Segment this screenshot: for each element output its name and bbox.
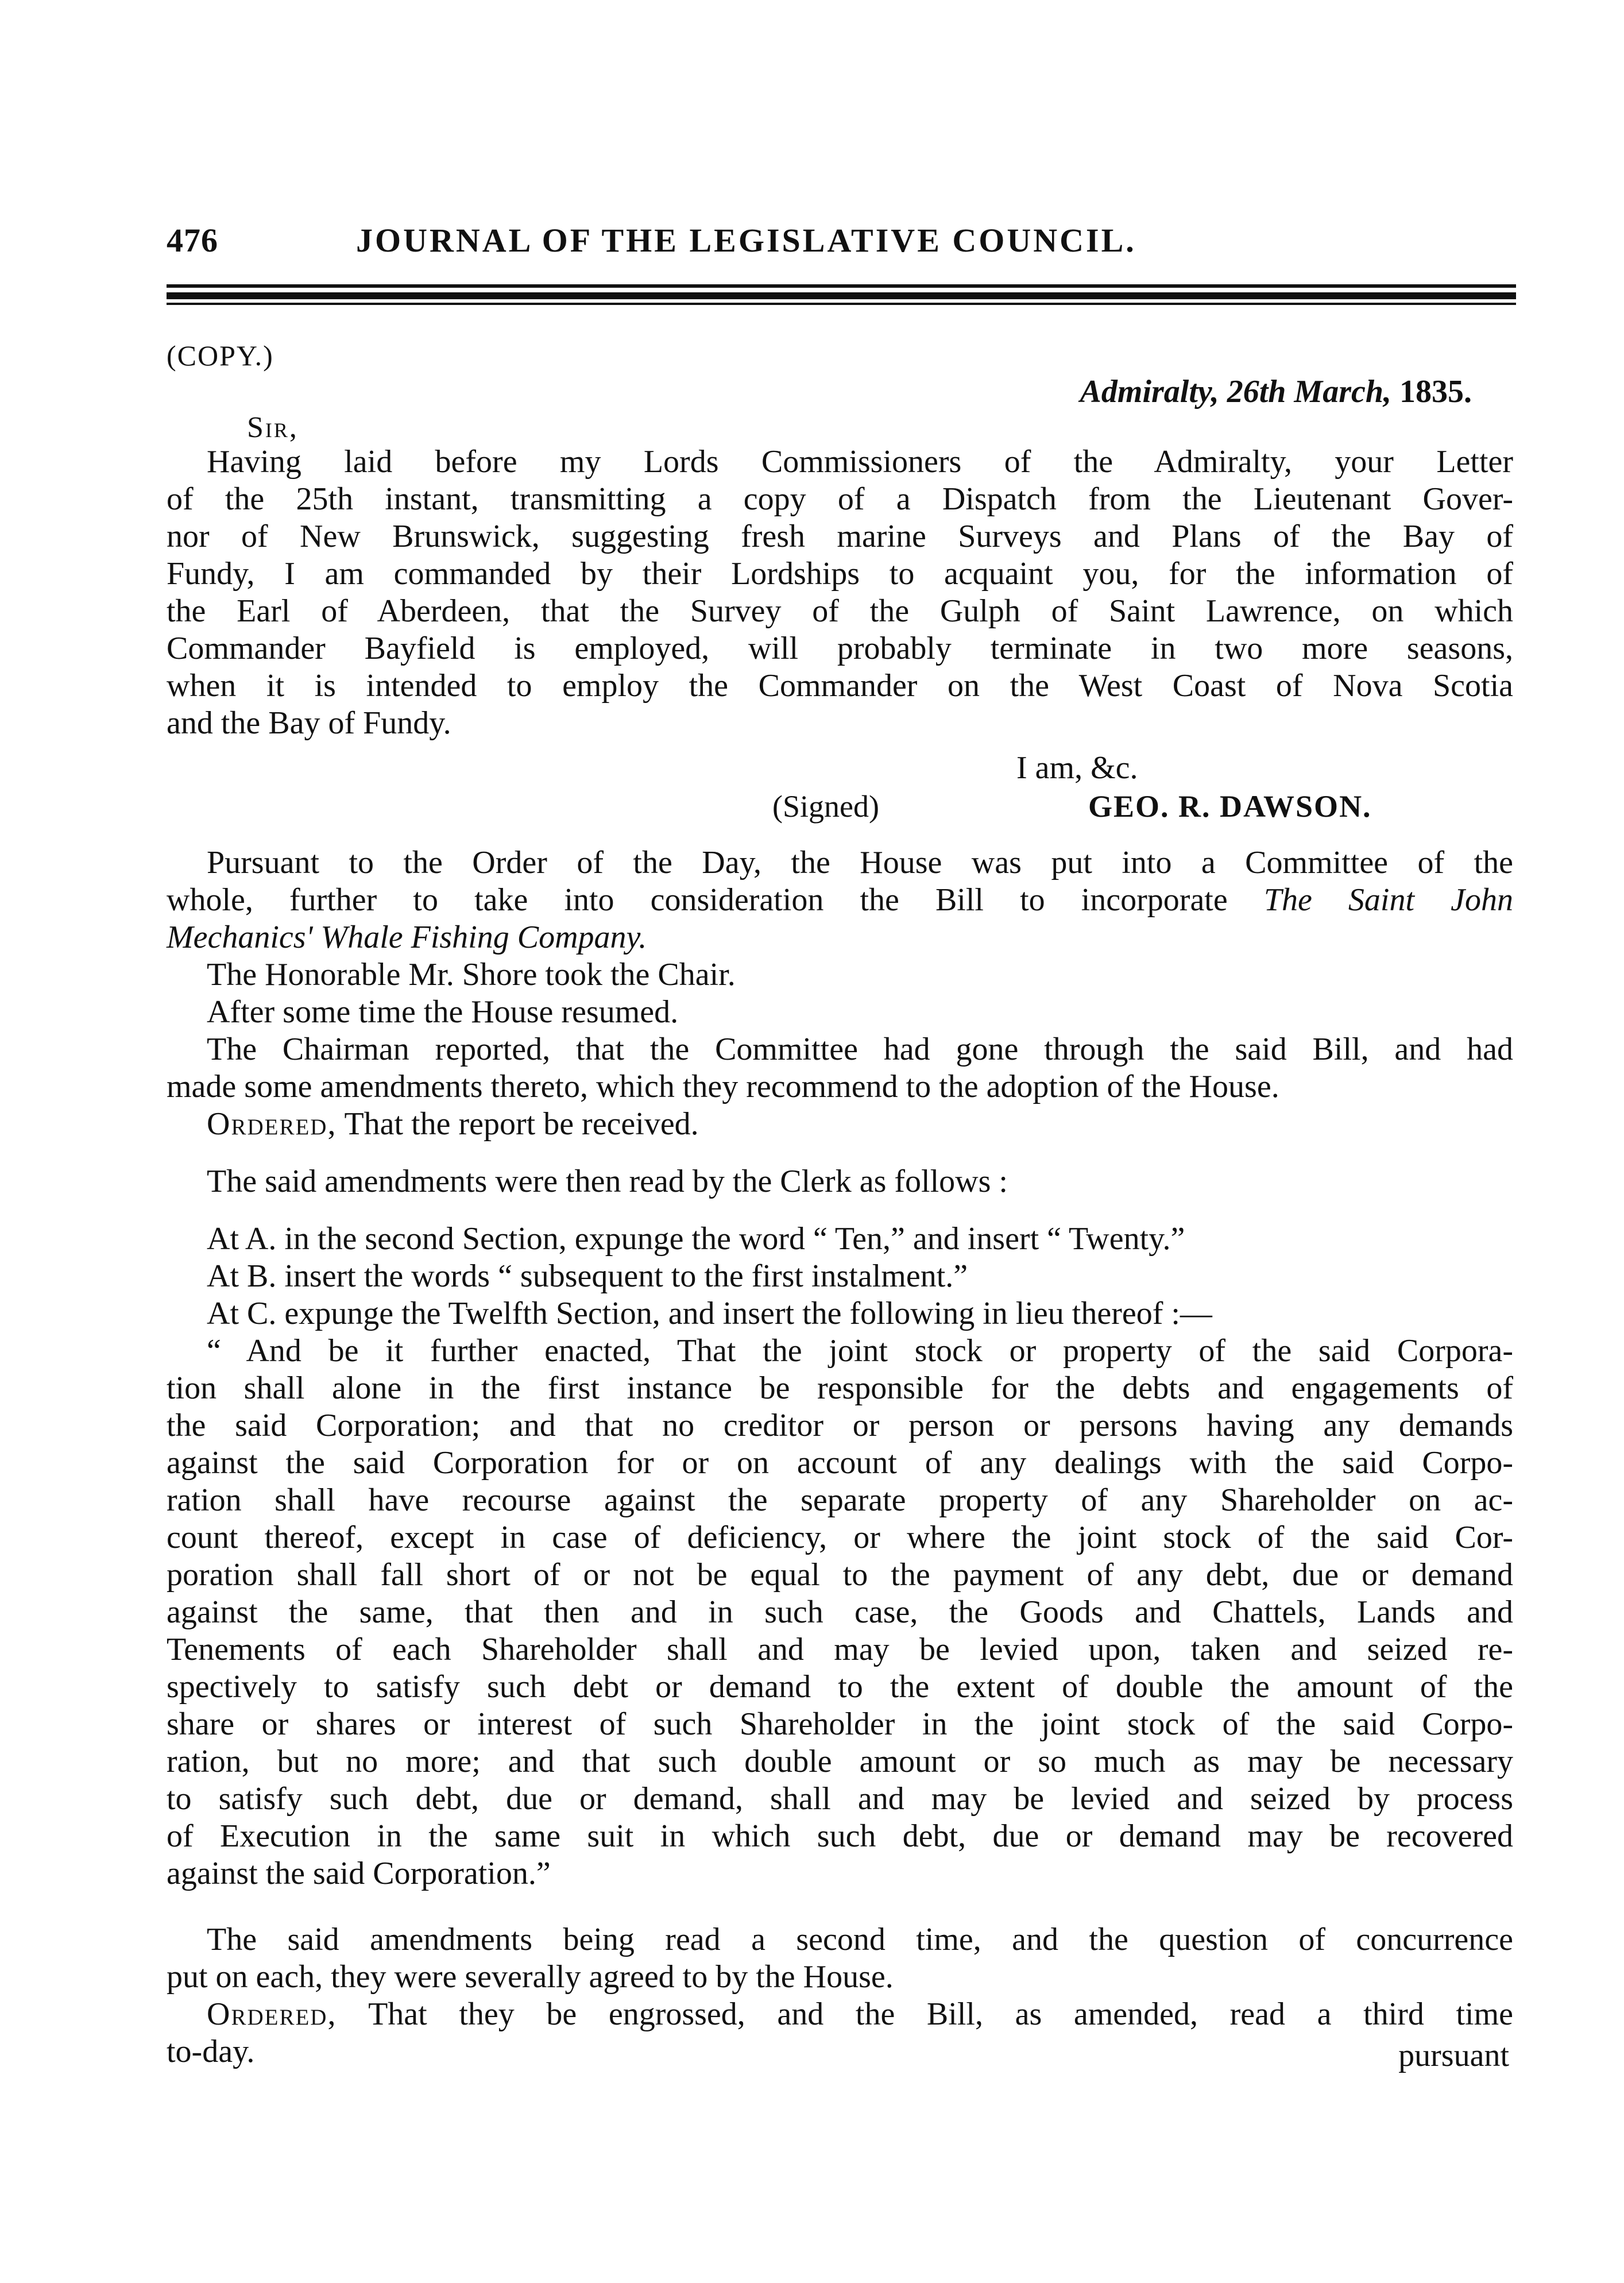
engrossed-line-2: to-day. [167, 2034, 255, 2069]
signed-name: GEO. R. DAWSON. [1088, 789, 1372, 824]
letter-line: and the Bay of Fundy. [167, 705, 451, 741]
ordered-word: Ordered, [207, 1106, 337, 1142]
dateline-place-date: Admiralty, 26th March, [1080, 374, 1391, 410]
engrossed-text: That they be engrossed, and the Bill, as amended, read a third time [368, 1996, 1513, 2032]
proceedings-line: Pursuant to the Order of the Day, the House was put into a Committee of the [207, 845, 1513, 880]
letter-line: when it is intended to employ the Commander on the West Coast of Nova Scotia [167, 668, 1513, 704]
ordered-text: That the report be received. [344, 1106, 699, 1142]
chair-line: The Honorable Mr. Shore took the Chair. [207, 957, 736, 992]
page-number: 476 [167, 222, 218, 259]
header-rule-thin [167, 303, 1516, 305]
ordered-line [167, 1106, 1513, 1143]
section-line: Tenements of each Shareholder shall and may be levied upon, taken and seized re- [167, 1632, 1513, 1667]
amendment-b: At B. insert the words “ subsequent to the first instalment.” [207, 1258, 968, 1294]
section-line: ration shall have recourse against the separate property of any Shareholder on ac- [167, 1482, 1513, 1518]
letter-line: Having laid before my Lords Commissioners of the Admiralty, your Letter [207, 444, 1513, 480]
section-last-line: against the said Corporation.” [167, 1856, 551, 1891]
proceedings-line [167, 882, 1513, 919]
concurrence-line: The said amendments being read a second time, and the question of concurrence [207, 1922, 1513, 1957]
letter-closing: I am, &c. [1016, 750, 1138, 786]
header-rule [167, 284, 1516, 288]
section-line: to satisfy such debt, due or demand, shall and may be levied and seized by process [167, 1781, 1513, 1817]
section-line: the said Corporation; and that no creditor or person or persons having any demands [167, 1408, 1513, 1443]
section-line: against the same, that then and in such case, the Goods and Chattels, Lands and [167, 1594, 1513, 1630]
committee-paragraph [167, 844, 1513, 1143]
header-rule-thick [167, 292, 1516, 299]
section-line: count thereof, except in case of deficiency, or where the joint stock of the said Cor- [167, 1520, 1513, 1555]
report-line: made some amendments thereto, which they recommend to the adoption of the House. [167, 1069, 1279, 1104]
letter-line: nor of New Brunswick, suggesting fresh marine Surveys and Plans of the Bay of [167, 519, 1513, 554]
amendments-intro [167, 1163, 1513, 1200]
section-line: spectively to satisfy such debt or demand to the extent of double the amount of the [167, 1669, 1513, 1705]
dateline-year: 1835. [1399, 374, 1472, 410]
concurrence-line: put on each, they were severally agreed to by the House. [167, 1959, 894, 1995]
salutation: Sir, [247, 411, 299, 444]
engrossed-line [167, 1996, 1513, 2033]
letter-line: of the 25th instant, transmitting a copy of a Dispatch from the Lieutenant Gover- [167, 481, 1513, 517]
dateline [1080, 373, 1472, 410]
amendment-a: At A. in the second Section, expunge the word “ Ten,” and insert “ Twenty.” [207, 1221, 1185, 1257]
amendments-list [167, 1220, 1513, 1892]
letter-body [167, 443, 1513, 742]
section-line: tion shall alone in the first instance be responsible for the debts and engagements of [167, 1370, 1513, 1406]
section-line: ration, but no more; and that such double amount or so much as may be necessary [167, 1744, 1513, 1779]
copy-label: (COPY.) [167, 339, 274, 372]
letter-line: the Earl of Aberdeen, that the Survey of the Gulph of Saint Lawrence, on which [167, 593, 1513, 629]
section-line: of Execution in the same suit in which such debt, due or demand may be recovered [167, 1818, 1513, 1854]
section-line: against the said Corporation for or on account of any dealings with the said Corpo- [167, 1445, 1513, 1481]
running-head: JOURNAL OF THE LEGISLATIVE COUNCIL. [356, 222, 1136, 259]
amendment-c: At C. expunge the Twelfth Section, and insert the following in lieu thereof :— [207, 1296, 1212, 1331]
letter-line: Fundy, I am commanded by their Lordships to acquaint you, for the information of [167, 556, 1513, 592]
page-header [167, 221, 1516, 273]
committee-text: whole, further to take into consideration the Bill to incorporate [167, 882, 1228, 918]
section-line: poration shall fall short of or not be equal to the payment of any debt, due or demand [167, 1557, 1513, 1593]
concurrence-paragraph [167, 1921, 1513, 2070]
company-name-part1: The Saint John [1263, 882, 1513, 918]
company-name-part2: Mechanics' Whale Fishing Company. [167, 920, 647, 955]
catchword: pursuant [1398, 2038, 1509, 2073]
resumed-line: After some time the House resumed. [207, 994, 679, 1030]
section-line: share or shares or interest of such Shareholder in the joint stock of the said Corpo- [167, 1706, 1513, 1742]
signed-label: (Signed) [772, 789, 879, 824]
section-line: “ And be it further enacted, That the joint stock or property of the said Corpora- [207, 1333, 1513, 1369]
ordered-word-2: Ordered, [207, 1996, 337, 2032]
report-line: The Chairman reported, that the Committee had gone through the said Bill, and had [207, 1032, 1513, 1067]
amendments-intro-line: The said amendments were then read by the Clerk as follows : [207, 1164, 1008, 1199]
letter-line: Commander Bayfield is employed, will probably terminate in two more seasons, [167, 631, 1513, 666]
